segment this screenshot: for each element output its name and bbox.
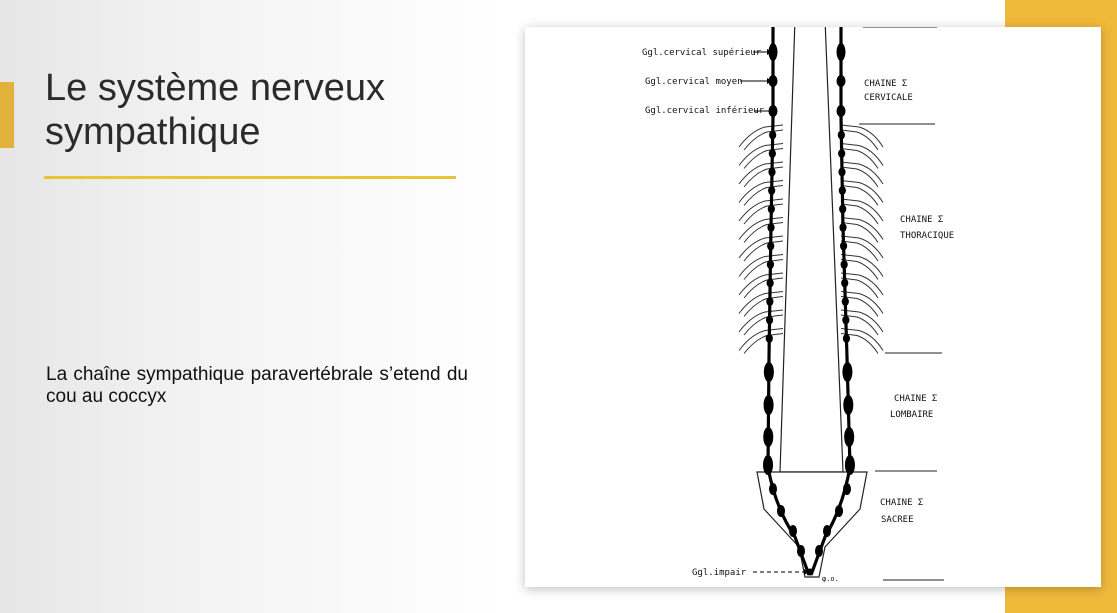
nerve-branch <box>739 199 783 221</box>
ganglion <box>823 525 831 537</box>
ganglion <box>839 223 846 232</box>
nerve-branch <box>744 315 783 335</box>
nerve-branch <box>841 149 878 169</box>
ganglion <box>840 242 847 251</box>
ganglion-label: Ggl.impair <box>692 568 747 578</box>
ganglion <box>843 395 853 415</box>
nerve-branch <box>744 223 783 243</box>
region-label: LOMBAIRE <box>890 410 934 420</box>
ganglion <box>841 260 848 269</box>
nerve-branch <box>841 167 878 187</box>
nerve-branch <box>744 167 783 187</box>
nerve-branch <box>744 241 783 261</box>
ganglion <box>768 186 775 195</box>
nerve-branch <box>739 292 783 314</box>
nerve-branch <box>739 236 783 258</box>
nerve-branch <box>739 181 783 203</box>
ganglion <box>769 149 776 158</box>
nerve-branch <box>739 310 783 332</box>
region-label: SACREE <box>881 515 914 525</box>
ganglion <box>837 75 846 87</box>
nerve-branch <box>739 125 783 147</box>
nerve-branch <box>744 278 783 298</box>
ganglion <box>777 505 785 517</box>
ganglion <box>769 131 776 140</box>
ganglion <box>764 362 774 382</box>
ganglion <box>797 545 805 557</box>
ganglion <box>839 186 846 195</box>
nerve-branch <box>739 329 783 351</box>
nerve-branch <box>739 144 783 166</box>
nerve-branch <box>744 260 783 280</box>
ganglion <box>768 168 775 177</box>
nerve-branch <box>744 204 783 224</box>
ganglion <box>767 279 774 288</box>
ganglion-label: Ggl.cervical inférieur <box>645 106 765 116</box>
ganglion <box>769 483 777 495</box>
ganglion <box>766 334 773 343</box>
region-label: CHAINE Σ <box>894 394 938 404</box>
ganglion <box>842 297 849 306</box>
nerve-branch <box>739 255 783 277</box>
nerve-branch <box>739 162 783 184</box>
ganglion <box>843 483 851 495</box>
ganglion <box>767 223 774 232</box>
region-label: CERVICALE <box>864 93 913 103</box>
region-label: CHAINE Σ <box>864 79 908 89</box>
ganglion-label: Ggl.cervical supérieur <box>642 48 762 58</box>
ganglion <box>844 427 854 447</box>
nerve-branch <box>744 334 783 354</box>
author-signature: φ.ο. <box>822 575 839 583</box>
region-label: CHAINE Σ <box>880 498 924 508</box>
ganglion <box>767 260 774 269</box>
ganglion <box>837 105 846 117</box>
nerve-branch <box>739 273 783 295</box>
ganglion <box>843 334 850 343</box>
nerve-branch <box>739 218 783 240</box>
slide-title <box>45 66 475 154</box>
ganglion <box>764 395 774 415</box>
ganglion <box>837 43 846 61</box>
ganglion <box>845 455 855 475</box>
region-label: CHAINE Σ <box>900 215 944 225</box>
ganglion <box>815 545 823 557</box>
region-label: THORACIQUE <box>900 231 955 241</box>
ganglion <box>838 168 845 177</box>
ganglion <box>763 427 773 447</box>
ganglion <box>841 279 848 288</box>
nerve-branch <box>841 186 878 206</box>
nerve-branch <box>744 186 783 206</box>
spinal-cord <box>780 27 843 472</box>
ganglion <box>842 362 852 382</box>
ganglion <box>766 297 773 306</box>
ganglion <box>839 205 846 214</box>
ganglion <box>767 242 774 251</box>
ganglion <box>789 525 797 537</box>
ganglion <box>768 205 775 214</box>
nerve-branch <box>744 149 783 169</box>
nerve-branch <box>841 130 878 150</box>
title-line-1: Le système nerveux <box>45 67 386 109</box>
ganglion <box>763 455 773 475</box>
ganglion <box>838 131 845 140</box>
body-paragraph: La chaîne sympathique paravertébrale s’etend du cou au coccyx <box>46 364 468 407</box>
ganglion-label: Ggl.cervical moyen <box>645 77 743 87</box>
left-accent-bar <box>0 82 14 148</box>
ganglion <box>766 316 773 325</box>
title-line-2: sympathique <box>45 111 261 153</box>
title-underline <box>44 176 456 179</box>
sympathetic-chain-diagram <box>525 27 1101 587</box>
nerve-branch <box>841 223 878 243</box>
ganglion <box>838 149 845 158</box>
nerve-branch <box>744 297 783 317</box>
nerve-branch <box>744 130 783 150</box>
ganglion <box>835 505 843 517</box>
nerve-branch <box>841 204 878 224</box>
ganglion <box>842 316 849 325</box>
